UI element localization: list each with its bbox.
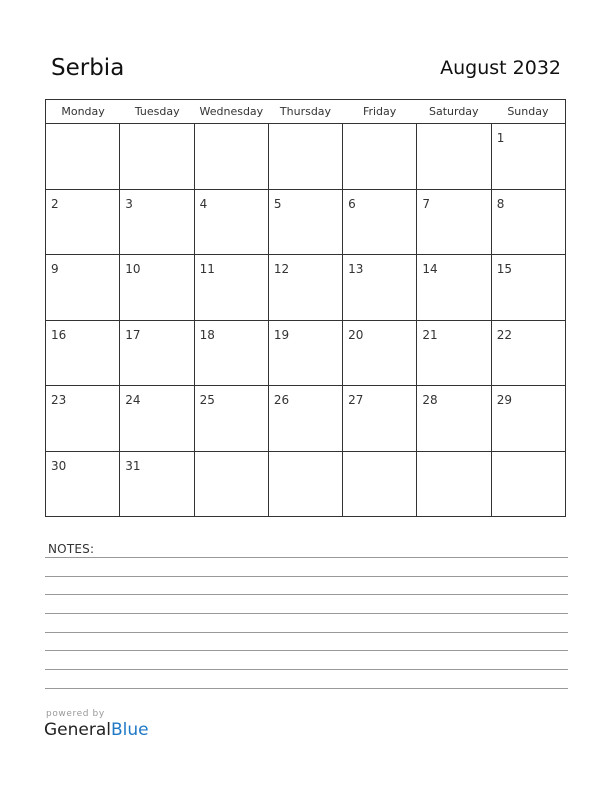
calendar-grid [45, 99, 566, 517]
note-line [45, 557, 568, 558]
day-cell [492, 452, 565, 517]
logo-text-general: General [44, 720, 111, 740]
day-number: 22 [496, 327, 512, 342]
day-number: 3 [125, 196, 133, 211]
note-line [45, 669, 568, 670]
note-line [45, 594, 568, 595]
day-cell [417, 190, 491, 255]
day-cell [46, 321, 120, 386]
day-cell [120, 190, 194, 255]
day-cell [195, 321, 269, 386]
day-number: 21 [422, 327, 438, 342]
day-number: 8 [496, 196, 505, 211]
day-cell [195, 124, 269, 189]
day-cell [343, 386, 417, 451]
weekday-label: Monday [61, 105, 105, 118]
day-cell [120, 452, 194, 517]
day-cell [269, 321, 343, 386]
day-cell [120, 321, 194, 386]
generalblue-logo [44, 720, 149, 740]
day-cell [492, 321, 565, 386]
logo-text-blue: Blue [111, 720, 149, 740]
day-number: 29 [496, 393, 512, 407]
day-cell [195, 386, 269, 451]
day-number: 6 [348, 196, 356, 211]
day-number: 31 [125, 458, 141, 473]
day-cell [269, 124, 343, 189]
day-number: 25 [199, 393, 215, 407]
day-cell [417, 321, 491, 386]
day-number: 7 [422, 196, 431, 211]
day-number: 15 [496, 262, 512, 276]
day-cell [46, 124, 120, 189]
day-number: 26 [273, 393, 290, 407]
note-line [45, 650, 568, 651]
day-cell [269, 255, 343, 320]
day-cell [46, 386, 120, 451]
day-number: 23 [51, 393, 67, 407]
week-row [46, 190, 565, 256]
weekday-label: Wednesday [199, 105, 264, 118]
weekday-header [46, 100, 565, 124]
day-number: 18 [199, 327, 215, 342]
note-line [45, 613, 568, 614]
day-cell [120, 124, 194, 189]
day-cell [417, 386, 491, 451]
day-cell [46, 452, 120, 517]
day-number: 4 [199, 196, 208, 211]
note-line [45, 632, 568, 633]
day-cell [343, 255, 417, 320]
day-cell [195, 255, 269, 320]
weeks-container [46, 124, 565, 516]
day-number: 12 [273, 262, 290, 276]
day-cell [417, 452, 491, 517]
day-number: 5 [273, 196, 282, 211]
weekday-label: Thursday [279, 105, 332, 118]
note-line [45, 688, 568, 689]
month-year-title: August 2032 [440, 57, 561, 79]
day-number: 2 [51, 196, 59, 211]
day-number: 28 [422, 393, 438, 407]
day-number: 20 [348, 327, 364, 342]
day-number: 1 [496, 131, 505, 145]
day-number: 14 [422, 262, 438, 276]
day-cell [46, 255, 120, 320]
day-cell [492, 124, 565, 189]
country-title: Serbia [51, 55, 125, 81]
day-number: 24 [125, 393, 141, 407]
weekday-label: Saturday [428, 105, 479, 118]
week-row [46, 124, 565, 190]
week-row [46, 255, 565, 321]
day-cell [269, 386, 343, 451]
day-cell [269, 452, 343, 517]
weekday-label: Friday [362, 105, 397, 118]
day-number: 27 [348, 393, 364, 407]
week-row [46, 452, 565, 517]
weekday-label: Tuesday [134, 105, 180, 118]
weekday-label: Sunday [507, 105, 549, 118]
day-cell [492, 255, 565, 320]
day-cell [492, 190, 565, 255]
day-number: 10 [125, 262, 141, 276]
day-number: 17 [125, 327, 141, 342]
week-row [46, 386, 565, 452]
day-cell [195, 452, 269, 517]
day-number: 30 [51, 458, 67, 473]
notes-label: NOTES: [48, 542, 95, 556]
day-cell [269, 190, 343, 255]
day-cell [343, 190, 417, 255]
day-number: 19 [273, 327, 290, 342]
day-cell [46, 190, 120, 255]
note-line [45, 576, 568, 577]
powered-by-text: powered by [46, 709, 105, 719]
day-cell [120, 386, 194, 451]
day-cell [343, 124, 417, 189]
day-cell [195, 190, 269, 255]
day-cell [417, 124, 491, 189]
day-cell [492, 386, 565, 451]
day-cell [343, 452, 417, 517]
day-cell [120, 255, 194, 320]
day-number: 16 [51, 327, 67, 342]
day-cell [343, 321, 417, 386]
day-number: 11 [199, 262, 215, 276]
day-cell [417, 255, 491, 320]
day-number: 13 [348, 262, 364, 276]
day-number: 9 [51, 262, 59, 276]
week-row [46, 321, 565, 387]
